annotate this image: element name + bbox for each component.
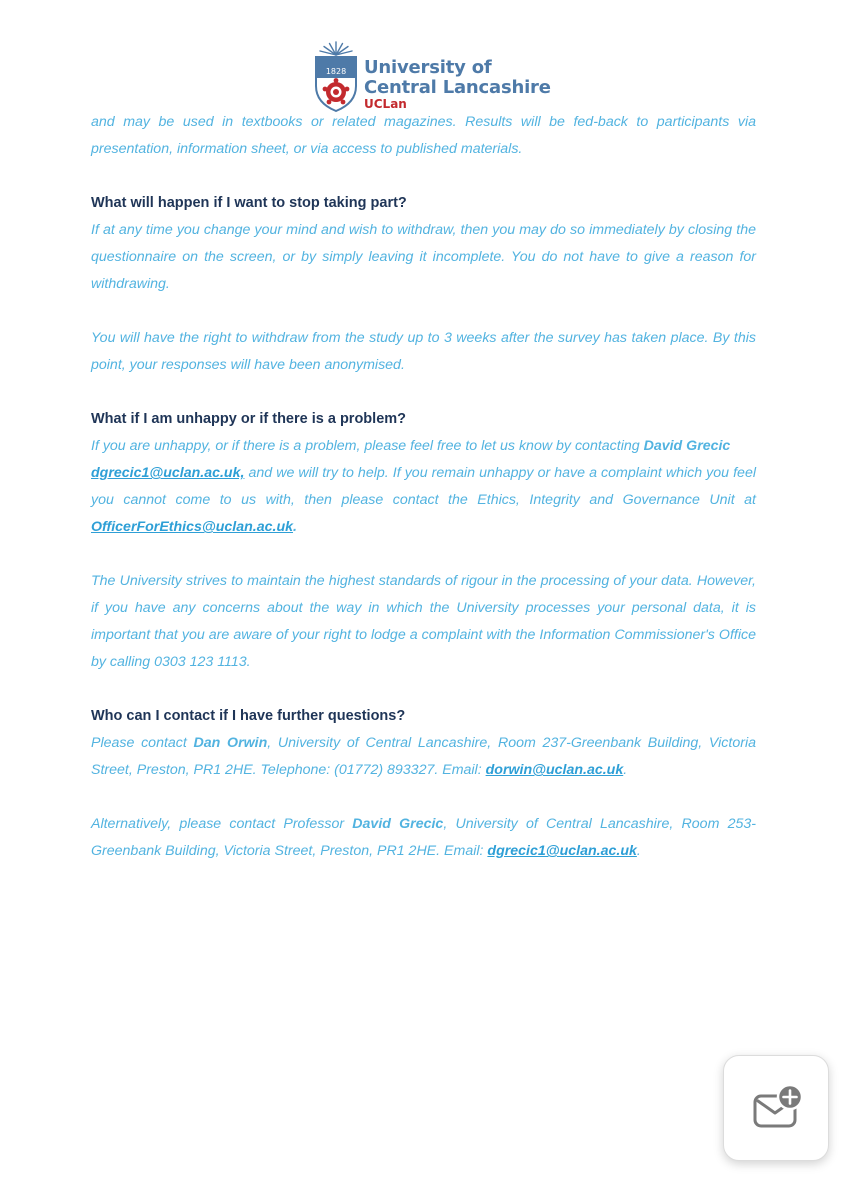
document-body [91, 109, 756, 865]
problem-paragraph-1: If you are unhappy, or if there is a problem, please feel free to let us know by contacting David Grecic dgrecic1@uclan.ac.uk, and we will try to help. If you remain unhappy or have a complaint which you feel you cannot come to us with, then please contact the Ethics, Integrity and Governance Unit at OfficerForEthics@uclan.ac.uk. [91, 438, 756, 535]
problem-heading: What if I am unhappy or if there is a problem? [91, 411, 407, 427]
contact-name-grecic: David Grecic [643, 438, 731, 454]
contact-name-orwin: Dan Orwin [193, 735, 268, 751]
email-link-ethics[interactable]: OfficerForEthics@uclan.ac.uk [91, 519, 294, 535]
stop-paragraph-2: You will have the right to withdraw from the study up to 3 weeks after the survey has taken place. By this point, your responses will have been anonymised. [91, 330, 756, 373]
university-logo [314, 40, 551, 114]
email-link-dorwin[interactable]: dorwin@uclan.ac.uk [485, 762, 624, 778]
logo-wordmark-line2: Central Lancashire [364, 77, 551, 98]
email-link-dgrecic1-2[interactable]: dgrecic1@uclan.ac.uk [487, 843, 637, 859]
contact-name-grecic-2: David Grecic [352, 816, 444, 832]
email-link-dgrecic1[interactable]: dgrecic1@uclan.ac.uk, [91, 465, 245, 481]
logo-wordmark-line1: University of [364, 57, 492, 78]
stop-heading: What will happen if I want to stop taking part? [91, 195, 407, 211]
contact-paragraph-2: Alternatively, please contact Professor David Grecic, University of Central Lancashire, Room 253-Greenbank Building, Victoria Street, Preston, PR1 2HE. Email: dgrecic1@uclan.ac.uk. [91, 816, 756, 859]
contact-heading: Who can I contact if I have further questions? [91, 708, 406, 724]
compose-mail-button[interactable] [723, 1055, 829, 1161]
problem-paragraph-2: The University strives to maintain the highest standards of rigour in the processing of your data. However, if you have any concerns about the way in which the University processes your personal data, it is important that you are aware of your right to lodge a complaint with the Information Commissioner's Office by calling 0303 123 1113. [91, 573, 756, 670]
stop-paragraph-1: If at any time you change your mind and wish to withdraw, then you may do so immediately by closing the questionnaire on the screen, or by simply leaving it incomplete. You do not have to give a reason for withdrawing. [91, 222, 756, 292]
logo-short-name: UCLan [364, 97, 407, 111]
crest-year: 1828 [325, 67, 347, 76]
crest-icon [314, 40, 358, 114]
mail-plus-icon [753, 1084, 803, 1130]
intro-paragraph: and may be used in textbooks or related magazines. Results will be fed-back to participants via presentation, information sheet, or via access to published materials. [91, 114, 756, 157]
contact-paragraph-1: Please contact Dan Orwin, University of Central Lancashire, Room 237-Greenbank Building, Victoria Street, Preston, PR1 2HE. Telephone: (01772) 893327. Email: dorwin@uclan.ac.uk. [91, 735, 756, 778]
